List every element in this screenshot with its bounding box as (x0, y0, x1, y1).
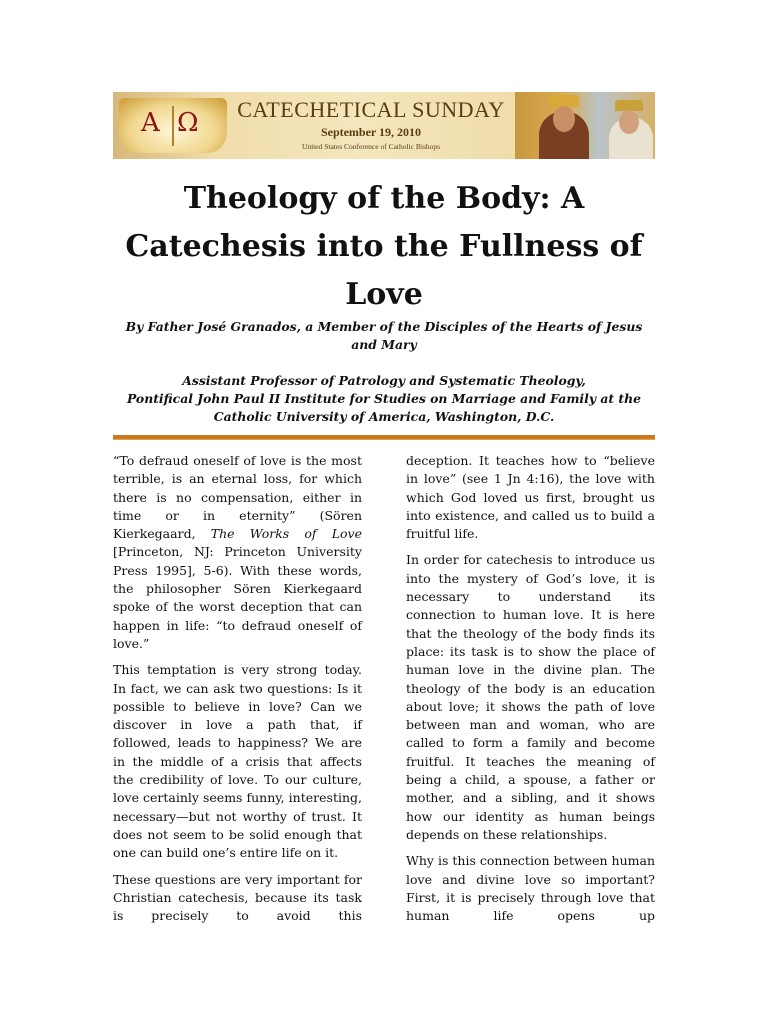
author-byline: By Father José Granados, a Member of the Disciples of the Hearts of Jesus and Mary (125, 319, 643, 352)
paragraph (113, 452, 362, 653)
paragraph: These questions are very important for Christian catechesis, because its task is precisely to avoid this (113, 871, 362, 924)
banner-organization: United States Conference of Catholic Bishops (301, 142, 441, 151)
banner-date: September 19, 2010 (320, 125, 422, 139)
saint-face (553, 106, 575, 132)
saints-icon-artwork (515, 92, 655, 159)
left-column (113, 452, 362, 925)
citation-text: [Princeton, NJ: Princeton University Press 1995], 5-6). With these words, the philosopher Sören Kierkegaard spoke of the worst deception that can happen in life: “to defraud oneself of love.” (113, 544, 362, 651)
affiliation-line-2: Pontifical John Paul II Institute for Studies on Marriage and Family at the Catholic University of America, Washington, D.C. (126, 391, 642, 424)
book-title: The Works of Love (210, 526, 363, 542)
banner-title: CATECHETICAL SUNDAY (237, 97, 505, 122)
quote-text: “To defraud oneself of love is the most terrible, is an eternal loss, for which there is no compensation, either in time or in eternity” (Sören Kierkegaard, (113, 453, 362, 542)
affiliation-line-1: Assistant Professor of Patrology and Systematic Theology, (182, 373, 586, 388)
paragraph: In order for catechesis to introduce us into the mystery of God’s love, it is necessary to understand its connection to human love. It is here that the theology of the body finds its place: its task is to show the place of human love in the divine plan. The theology of the body is an education about love; it shows the path of love between man and woman, who are called to form a family and become fruitful. It teaches the meaning of being a child, a spouse, a father or mother, and a sibling, and it shows how our identity as human beings depends on these relationships. (406, 552, 655, 842)
author-affiliation (113, 372, 655, 426)
open-book-icon (119, 98, 227, 153)
catechetical-sunday-banner (113, 92, 655, 159)
omega-letter: Ω (177, 108, 199, 138)
paragraph: deception. It teaches how to “believe in love” (see 1 Jn 4:16), the love with which God loved us first, brought us into existence, and called us to build a fruitful life. (406, 453, 655, 542)
paragraph: This temptation is very strong today. In fact, we can ask two questions: Is it possible to believe in love? Can we discover in love a path that, if followed, leads to happiness? We are in the middle of a crisis that affects the credibility of love. To our culture, love certainly seems funny, interesting, necessary—but not worthy of trust. It does not seem to be solid enough that one can build one’s entire life on it. (113, 662, 362, 861)
paragraph: Why is this connection between human love and divine love so important? First, it is precisely through love that human life opens up (406, 853, 655, 924)
alpha-letter: Α (141, 108, 160, 138)
section-divider (113, 435, 655, 440)
saint-face (619, 110, 639, 134)
book-spine (172, 106, 174, 146)
right-column (406, 452, 655, 925)
document-title: Theology of the Body: A Catechesis into the Fullness of Love (125, 181, 643, 312)
